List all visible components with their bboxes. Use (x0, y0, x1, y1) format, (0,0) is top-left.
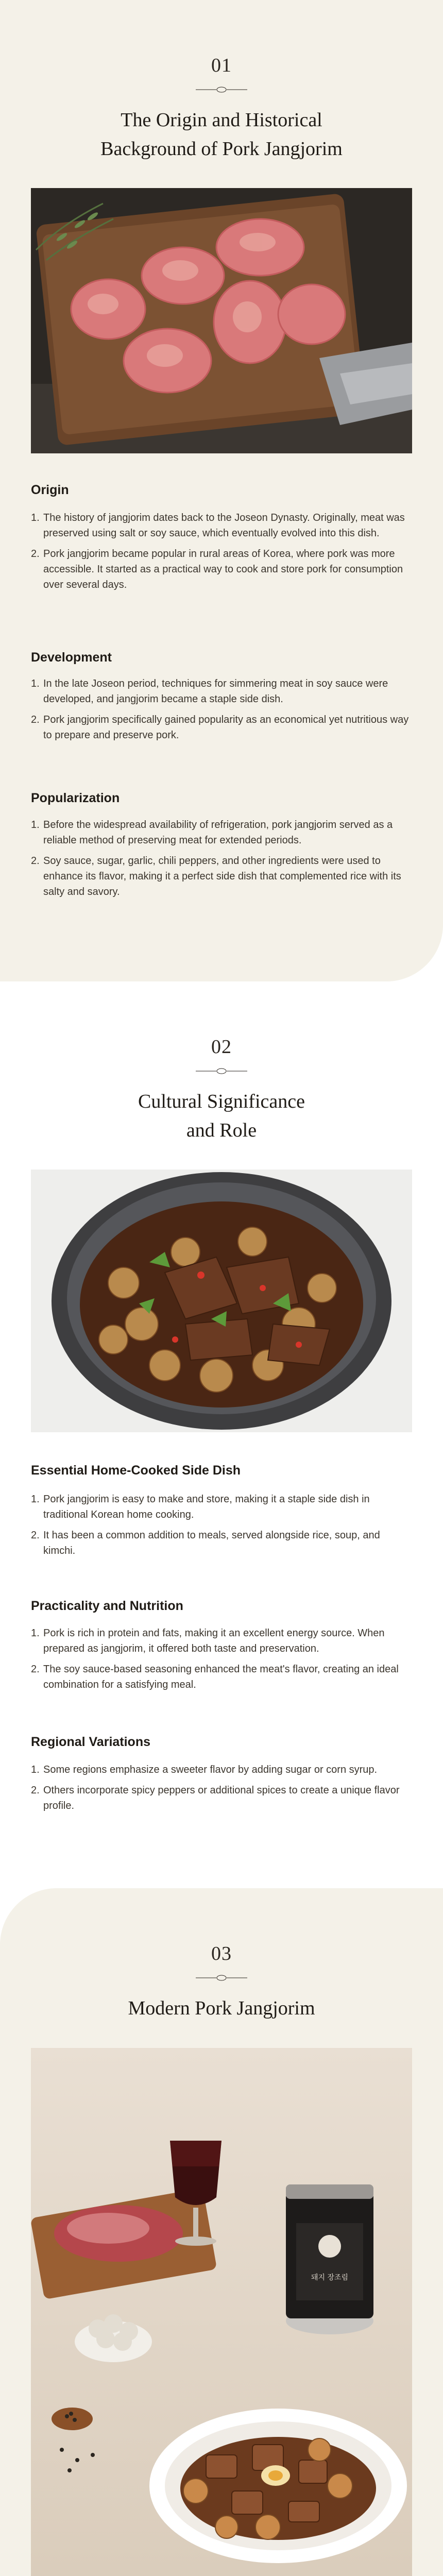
section-number: 01 (211, 55, 232, 76)
title-line: Modern Pork Jangjorim (128, 1997, 315, 2019)
section-title (31, 1994, 412, 2023)
list-item: 2. Soy sauce, sugar, garlic, chili peppers, and other ingredients were used to enhance its flavor, making it a perfect side dish that complemented rice with its salty and savory. (31, 855, 401, 897)
list-item: 1. The history of jangjorim dates back to the Joseon Dynasty. Originally, meat was preserved using salt or soy sauce, which eventually evolved into this dish. (31, 512, 405, 539)
title-line: Cultural Significance (138, 1091, 305, 1112)
ornament-divider-icon (196, 84, 247, 95)
group-heading: Essential Home-Cooked Side Dish (31, 1463, 241, 1478)
list-item: 2. It has been a common addition to meals, served alongside rice, soup, and kimchi. (31, 1530, 380, 1556)
section-modern (0, 1888, 443, 2576)
list-item: 2. Pork jangjorim specifically gained popularity as an economical yet nutritious way to prepare and preserve pork. (31, 714, 409, 741)
section-number: 02 (211, 1036, 232, 1058)
section-cultural-significance (0, 981, 443, 1888)
origin-list (31, 510, 412, 598)
practicality-list (31, 1625, 412, 1698)
group-heading: Regional Variations (31, 1735, 151, 1749)
section-origin (0, 0, 443, 981)
modern-product-photo (31, 2048, 412, 2576)
popularization-list (31, 817, 412, 905)
list-item: 2. The soy sauce-based seasoning enhanced the meat's flavor, creating an ideal combination for a satisfying meal. (31, 1664, 399, 1690)
list-item: 2. Pork jangjorim became popular in rural areas of Korea, where pork was more accessible. It started as a practical way to cook and store pork for consumption over several days. (31, 548, 403, 590)
group-heading: Practicality and Nutrition (31, 1599, 183, 1613)
list-item: 1. Pork jangjorim is easy to make and store, making it a staple side dish in traditional Korean home cooking. (31, 1494, 370, 1520)
raw-pork-photo (31, 188, 412, 453)
jar-label: 돼지 장조림 (311, 2274, 349, 2282)
ornament-divider-icon (196, 1973, 247, 1983)
list-item: 1. Some regions emphasize a sweeter flavor by adding sugar or corn syrup. (31, 1764, 378, 1775)
list-item: 2. Others incorporate spicy peppers or additional spices to create a unique flavor profile. (31, 1785, 400, 1811)
ornament-divider-icon (196, 1066, 247, 1076)
development-list (31, 676, 412, 748)
group-heading: Development (31, 650, 112, 665)
section-title (31, 106, 412, 163)
list-item: 1. Before the widespread availability of refrigeration, pork jangjorim served as a reliable method of preserving meat for extended periods. (31, 819, 393, 846)
list-item: 1. In the late Joseon period, techniques for simmering meat in soy sauce were developed, and jangjorim became a staple side dish. (31, 678, 388, 705)
group-heading: Origin (31, 483, 69, 497)
title-line: Background of Pork Jangjorim (100, 138, 343, 160)
jangjorim-pot-photo (31, 1170, 412, 1432)
side-dish-list (31, 1492, 412, 1564)
section-title (31, 1087, 412, 1145)
list-item: 1. Pork is rich in protein and fats, making it an excellent energy source. When prepared as jangjorim, it offered both taste and preservation. (31, 1628, 385, 1654)
regional-list (31, 1762, 412, 1819)
group-heading: Popularization (31, 791, 120, 805)
title-line: and Role (186, 1120, 257, 1141)
section-number: 03 (211, 1943, 232, 1964)
title-line: The Origin and Historical (121, 109, 322, 131)
